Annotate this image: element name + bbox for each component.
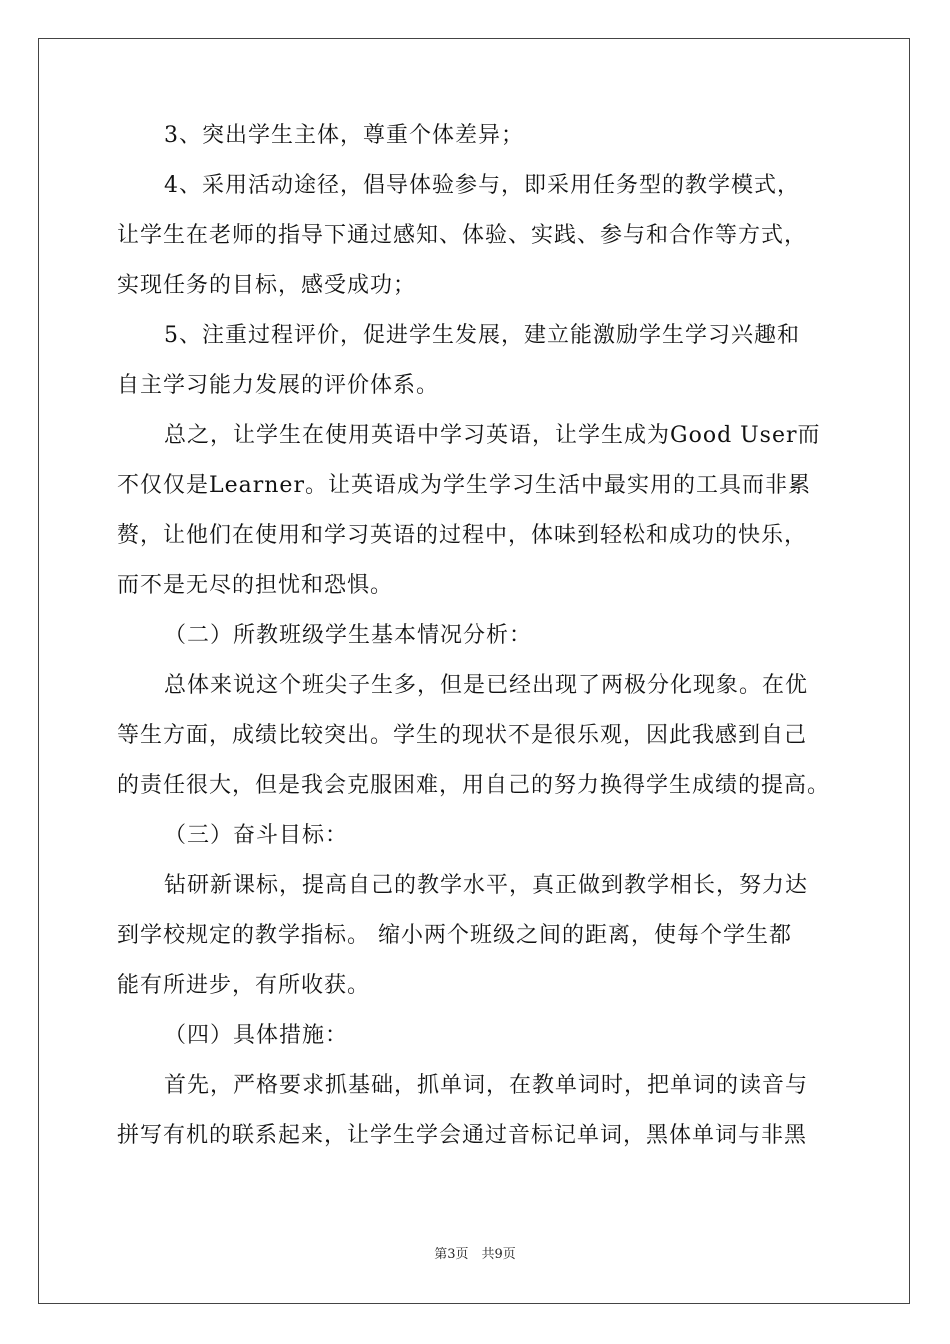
paragraph-line: 而不是无尽的担忧和恐惧。 (117, 573, 394, 598)
paragraph-line: 自主学习能力发展的评价体系。 (117, 373, 440, 398)
page-number-footer: 第3页 共9页 (434, 1247, 516, 1262)
paragraph-line: 实现任务的目标，感受成功； (117, 273, 417, 298)
paragraph-line: 能有所进步，有所收获。 (117, 973, 371, 998)
paragraph-line: 赘，让他们在使用和学习英语的过程中，体味到轻松和成功的快乐， (117, 523, 808, 548)
paragraph-line: 让学生在老师的指导下通过感知、体验、实践、参与和合作等方式， (117, 223, 808, 248)
paragraph-line: 总之，让学生在使用英语中学习英语，让学生成为Good User而 (164, 423, 821, 448)
paragraph-line: 总体来说这个班尖子生多，但是已经出现了两极分化现象。在优 (164, 673, 809, 698)
paragraph-line: 钻研新课标，提高自己的教学水平，真正做到教学相长，努力达 (164, 873, 809, 898)
paragraph-line: 3、突出学生主体，尊重个体差异； (164, 123, 524, 148)
paragraph-line: 的责任很大，但是我会克服困难，用自己的努力换得学生成绩的提高。 (117, 773, 831, 798)
section-heading: （二）所教班级学生基本情况分析： (164, 623, 533, 648)
paragraph-line: 到学校规定的教学指标。 缩小两个班级之间的距离，使每个学生都 (117, 923, 792, 948)
section-heading: （四）具体措施： (164, 1023, 349, 1048)
section-heading: （三）奋斗目标： (164, 823, 349, 848)
paragraph-line: 拼写有机的联系起来，让学生学会通过音标记单词，黑体单词与非黑 (117, 1123, 808, 1148)
paragraph-line: 首先，严格要求抓基础，抓单词，在教单词时，把单词的读音与 (164, 1073, 809, 1098)
paragraph-line: 不仅仅是Learner。让英语成为学生学习生活中最实用的工具而非累 (117, 473, 811, 498)
paragraph-line: 4、采用活动途径，倡导体验参与，即采用任务型的教学模式， (164, 173, 800, 198)
paragraph-line: 5、注重过程评价，促进学生发展，建立能激励学生学习兴趣和 (164, 323, 800, 348)
paragraph-line: 等生方面，成绩比较突出。学生的现状不是很乐观，因此我感到自己 (117, 723, 808, 748)
